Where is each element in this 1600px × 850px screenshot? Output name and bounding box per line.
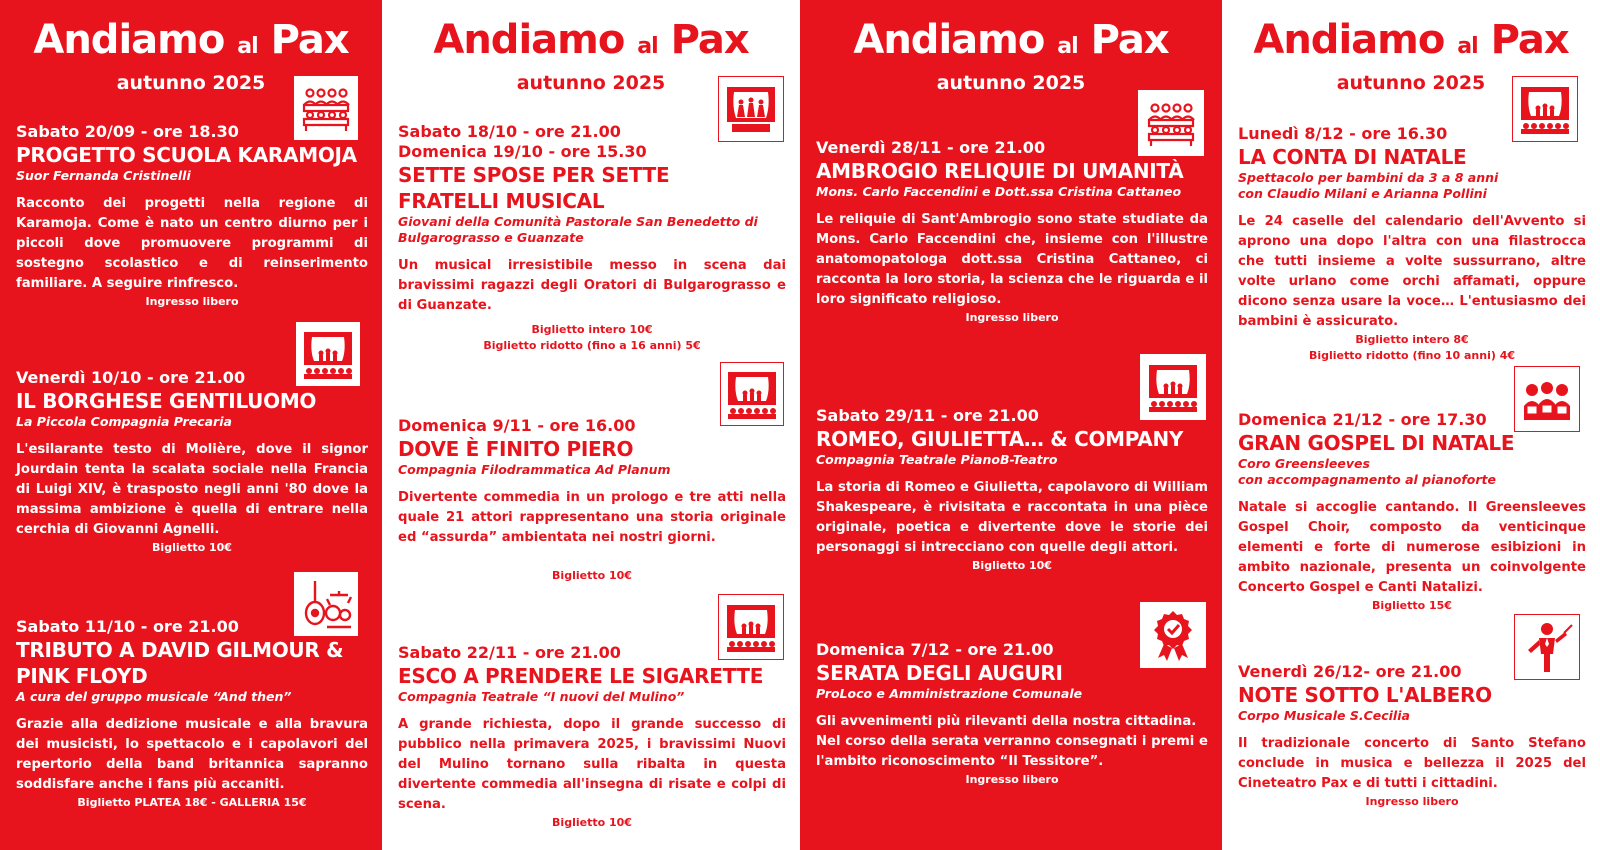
event-description: Gli avvenimenti più rilevanti della nostra cittadina. Nel corso della serata verranno consegnati i premi e l'ambito riconoscimento “Il Tessitore”. [816,714,1208,769]
event-title: DOVE È FINITO PIERO [398,437,634,461]
brand-title: Andiamo al Pax [1253,17,1569,63]
event-title: IL BORGHESE GENTILUOMO [16,389,317,413]
event-date: Sabato 18/10 - ore 21.00 [398,122,621,141]
event-performer: Compagnia Filodrammatica Ad Planum [398,462,671,477]
event-performer: Compagnia Teatrale “I nuovi del Mulino” [398,689,685,704]
event-price: Biglietto 10€ [552,816,632,829]
event-date: Sabato 20/09 - ore 18.30 [16,122,239,141]
event-title: AMBROGIO RELIQUIE DI UMANITÀ [816,159,1184,183]
event-date: Sabato 29/11 - ore 21.00 [816,406,1039,425]
event-date: Sabato 11/10 - ore 21.00 [16,617,239,636]
event-description: Natale si accoglie cantando. Il Greensleeves Gospel Choir, composto da venticinque elementi e forte di numerose esibizioni in ambito nazionale, presenta un coinvolgente Concerto Gospel e Canti Natalizi. [1238,500,1586,595]
event-card [1238,410,1586,614]
event-title: SETTE SPOSE PER SETTE FRATELLI MUSICAL [398,163,670,213]
brand-title: Andiamo al Pax [853,17,1169,63]
event-title: ROMEO, GIULIETTA… & COMPANY [816,427,1184,451]
brand-title: Andiamo al Pax [433,17,749,63]
event-card [816,138,1208,326]
event-price-reduced: Biglietto ridotto (fino 10 anni) 4€ [1308,349,1516,362]
event-performer: Suor Fernanda Cristinelli [16,168,191,183]
flyer-column-3 [800,0,1222,850]
event-performer: Mons. Carlo Faccendini e Dott.ssa Cristina Cattaneo [816,184,1182,199]
event-card [16,368,368,556]
event-card [816,406,1208,574]
event-description: Le 24 caselle del calendario dell'Avvento si aprono una dopo l'altra con una filastrocca che tutti insieme a volte sussurrano, altre volte urlano come orchi affamati, oppure dicono senza usare la voce… L'entusiasmo dei bambini è assicurato. [1238,214,1586,329]
event-date: Domenica 21/12 - ore 17.30 [1238,410,1487,429]
season-label: autunno 2025 [1336,72,1486,94]
event-price: Biglietto PLATEA 18€ - GALLERIA 15€ [77,796,307,809]
event-card [398,416,786,584]
event-date: Lunedì 8/12 - ore 16.30 [1238,124,1448,143]
event-date: Venerdì 28/11 - ore 21.00 [816,138,1046,157]
event-description: Grazie alla dedizione musicale e alla bravura dei musicisti, lo spettacolo e i capolavori del repertorio della band britannica sapranno soddisfare anche i fans più accaniti. [16,717,368,792]
event-performer: Coro Greensleeves [1238,456,1370,471]
event-date: Sabato 22/11 - ore 21.00 [398,643,621,662]
event-description: L'esilarante testo di Molière, dove il signor Jourdain tenta la scalata sociale nella Francia di Luigi XIV, è trasposto negli anni '80 dove la massima ambizione è quella di entrare nella cerchia di Giovanni Agnelli. [16,442,368,537]
event-title: NOTE SOTTO L'ALBERO [1238,683,1492,707]
flyer-column-4 [1222,0,1600,850]
event-price: Ingresso libero [965,311,1059,324]
event-card [16,617,368,811]
event-card [398,643,786,831]
event-date: Venerdì 26/12- ore 21.00 [1238,662,1462,681]
event-price: Biglietto intero 10€ [531,323,653,336]
event-date: Domenica 9/11 - ore 16.00 [398,416,636,435]
event-audience: Spettacolo per bambini da 3 a 8 anni [1238,170,1499,185]
event-performer: Corpo Musicale S.Cecilia [1238,708,1410,723]
event-title: LA CONTA DI NATALE [1238,145,1467,169]
season-label: autunno 2025 [116,72,266,94]
event-description: A grande richiesta, dopo il grande successo di pubblico nella primavera 2025, i bravissimi Nuovi del Mulino tornano sulla ribalta in questa divertente commedia all'insegna di risate e colpi di scena. [398,717,786,812]
event-performer: Compagnia Teatrale PianoB-Teatro [816,452,1058,467]
event-date: Venerdì 10/10 - ore 21.00 [16,368,246,387]
event-performer: A cura del gruppo musicale “And then” [16,689,292,704]
event-price: Biglietto intero 8€ [1355,333,1469,346]
event-price: Biglietto 10€ [972,559,1052,572]
season-label: autunno 2025 [516,72,666,94]
event-title: SERATA DEGLI AUGURI [816,661,1063,685]
event-card [398,122,786,354]
event-card [1238,124,1586,364]
event-price-reduced: Biglietto ridotto (fino a 16 anni) 5€ [483,339,701,352]
event-description: Le reliquie di Sant'Ambrogio sono state studiate da Mons. Carlo Faccendini che, insieme con l'illustre anatomopatologa dott.ssa Cristina Cattaneo, ci racconta la loro storia, la scienza che le riguarda e il loro significato religioso. [816,212,1208,307]
event-description: Racconto dei progetti nella regione di Karamoja. Come è nato un centro diurno per i piccoli dove promuovere programmi di sostegno scolastico e di reinserimento familiare. A seguire rinfresco. [16,196,368,291]
event-price: Ingresso libero [145,295,239,308]
event-title: TRIBUTO A DAVID GILMOUR & PINK FLOYD [16,638,344,688]
event-description: Il tradizionale concerto di Santo Stefano conclude in musica e bellezza il 2025 del Cineteatro Pax e di tutti i cittadini. [1238,736,1586,791]
event-performer: ProLoco e Amministrazione Comunale [816,686,1083,701]
event-price: Biglietto 10€ [552,569,632,582]
event-accompaniment: con accompagnamento al pianoforte [1238,472,1496,487]
event-performer: La Piccola Compagnia Precaria [16,414,232,429]
event-performer: con Claudio Milani e Arianna Pollini [1238,186,1487,201]
event-description: La storia di Romeo e Giulietta, capolavoro di William Shakespeare, è rivisitata e raccontata in una pièce originale, poetica e divertente dove le storie dei personaggi si intrecciano con quelle degli attori. [816,480,1208,555]
season-label: autunno 2025 [936,72,1086,94]
event-title: PROGETTO SCUOLA KARAMOJA [16,143,357,167]
event-date: Domenica 7/12 - ore 21.00 [816,640,1054,659]
event-price: Ingresso libero [1365,795,1459,808]
event-performer: Giovani della Comunità Pastorale San Benedetto di Bulgarograsso e Guanzate [398,214,758,245]
flyer-column-2 [382,0,800,850]
event-title: GRAN GOSPEL DI NATALE [1238,431,1515,455]
event-title: ESCO A PRENDERE LE SIGARETTE [398,664,764,688]
event-description: Divertente commedia in un prologo e tre atti nella quale 21 attori rappresentano una storia originale ed “assurda” ambientata nei nostri giorni. [398,490,786,545]
event-card [816,640,1208,788]
event-card [16,122,368,310]
event-price: Ingresso libero [965,773,1059,786]
event-date-secondary: Domenica 19/10 - ore 15.30 [398,142,647,161]
event-price: Biglietto 15€ [1372,599,1452,612]
event-price: Biglietto 10€ [152,541,232,554]
flyer-column-1 [0,0,382,850]
brand-title: Andiamo al Pax [33,17,349,63]
event-description: Un musical irresistibile messo in scena dai bravissimi ragazzi degli Oratori di Bulgarograsso e di Guanzate. [398,258,786,313]
event-card [1238,662,1586,810]
